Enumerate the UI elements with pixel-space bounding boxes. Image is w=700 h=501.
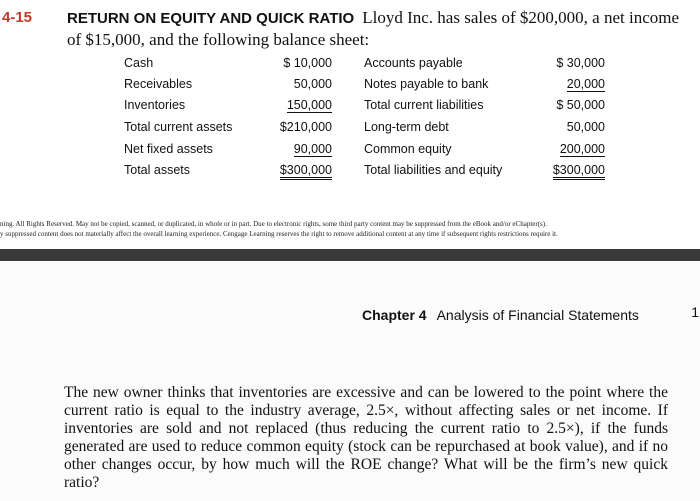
- chapter-title: Analysis of Financial Statements: [436, 307, 639, 323]
- bs-value: 90,000: [293, 142, 332, 156]
- page-edge-mark: 1: [691, 304, 699, 320]
- bs-value: $210,000: [279, 120, 332, 134]
- chapter-header: [362, 307, 639, 323]
- bs-row-cash: [124, 56, 332, 74]
- bs-label: Total current assets: [124, 120, 233, 134]
- bs-row-long-term-debt: [364, 120, 605, 138]
- bs-value: 20,000: [566, 77, 605, 91]
- bs-row-receivables: [124, 77, 332, 95]
- chapter-label: Chapter 4: [362, 307, 427, 323]
- bs-value: $ 50,000: [556, 98, 605, 112]
- bs-row-total-assets: [124, 163, 332, 181]
- bs-label: Common equity: [364, 142, 452, 156]
- balance-sheet-liabilities: [364, 56, 605, 186]
- bs-label: Total liabilities and equity: [364, 163, 503, 177]
- bs-row-net-fixed-assets: [124, 142, 332, 160]
- copyright-line: y suppressed content does not materially affect the overall learning experience. Cengage Learning reserves the right to remove additional content at any time if subsequent rights restrictions require it.: [0, 230, 558, 238]
- question-paragraph: The new owner thinks that inventories are excessive and can be lowered to the point where the current ratio is equal to the industry average, 2.5×, without affecting sales or net income. If inventories are sold and not replaced (thus reducing the current ratio to 2.5×), if the funds generated are used to reduce common equity (stock can be repurchased at book value), and if no other changes occur, by how much will the ROE change? What will be the firm’s new quick ratio?: [64, 384, 668, 491]
- bs-row-total-liabilities-equity: [364, 163, 605, 181]
- copyright-notice: [0, 219, 700, 239]
- problem-number: 4-15: [2, 9, 33, 26]
- bs-value: 50,000: [293, 77, 332, 91]
- copyright-line: ning. All Rights Reserved. May not be copied, scanned, or duplicated, in whole or in part. Due to electronic rights, some third party content may be suppressed from the eBook and/or eChapter(s).: [0, 220, 547, 228]
- bs-label: Cash: [124, 56, 154, 70]
- problem-heading: [67, 7, 695, 50]
- balance-sheet-assets: [124, 56, 332, 186]
- bs-value: $ 30,000: [556, 56, 605, 70]
- problem-intro: Lloyd Inc. has sales of $200,000, a net income of $15,000, and the following balance sheet:: [67, 8, 680, 49]
- problem-title: RETURN ON EQUITY AND QUICK RATIO: [67, 10, 355, 27]
- bs-row-inventories: [124, 98, 332, 116]
- bs-value: $300,000: [280, 163, 332, 180]
- bs-label: Notes payable to bank: [364, 77, 489, 91]
- bs-value: 50,000: [566, 120, 605, 134]
- bs-value: 150,000: [286, 98, 332, 112]
- bs-row-total-current-assets: [124, 120, 332, 138]
- bs-label: Receivables: [124, 77, 193, 91]
- bs-row-notes-payable: [364, 77, 605, 95]
- bs-label: Inventories: [124, 98, 186, 112]
- bs-value: 200,000: [559, 142, 605, 156]
- bs-label: Net fixed assets: [124, 142, 213, 156]
- page-divider: [0, 249, 700, 261]
- bs-label: Accounts payable: [364, 56, 463, 70]
- bs-label: Long-term debt: [364, 120, 449, 134]
- bs-label: Total assets: [124, 163, 191, 177]
- bs-label: Total current liabilities: [364, 98, 484, 112]
- bs-row-common-equity: [364, 142, 605, 160]
- bs-row-accounts-payable: [364, 56, 605, 74]
- bs-row-total-current-liabilities: [364, 98, 605, 116]
- bs-value: $300,000: [553, 163, 605, 180]
- bs-value: $ 10,000: [283, 56, 332, 70]
